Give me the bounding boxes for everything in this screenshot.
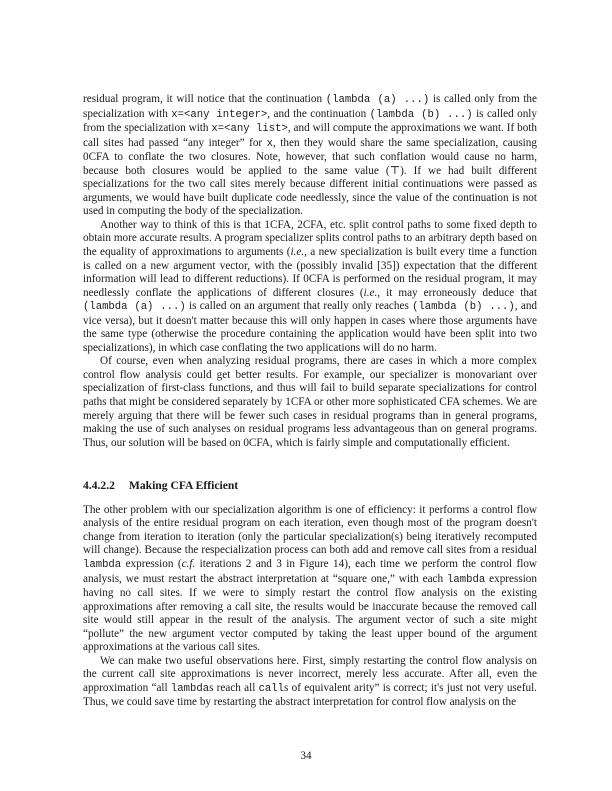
section-heading — [83, 479, 537, 493]
text-run: s of equivalent arity” is correct; it's just not very useful. Thus, we could save time by restarting the abstract interpretation for control flow analysis on the — [83, 681, 537, 709]
text-run: Of course, even when analyzing residual programs, there are cases in which a more complex control flow analysis could get better results. For example, our specializer is monovariant over specialization of first-class functions, and thus will fail to build separate specializations for control paths that might be considered separately by 1CFA or other more sophisticated CFA schemes. We are merely arguing that there will be fewer such cases in residual programs than in general programs, making the use of such analyses on residual programs less advantageous than on general programs. Thus, our solution will be based on 0CFA, which is fairly simple and computationally efficient. — [83, 355, 537, 449]
code-text: lambda — [83, 558, 122, 571]
code-text: x=<any list> — [211, 123, 288, 136]
text-run: We can make two useful observations here. First, simply restarting the control flow analysis on the current call site approximations is never incorrect, merely less accurate. After all, even the approximation “all — [83, 654, 537, 694]
text-run: The other problem with our specialization algorithm is one of efficiency: it performs a control flow analysis of the entire residual program on each iteration, even though most of the program doesn't change from iteration to iteration (only the particular specialization(s) being iteratively recomputed will change). Because the respecialization process can both add and remove call sites from a residual — [83, 503, 537, 557]
italic-text: i.e. — [363, 286, 378, 299]
paragraph — [83, 219, 537, 355]
code-text: call — [258, 682, 285, 695]
code-text: (lambda (a) ...) — [325, 94, 430, 106]
text-run: is called only from the specialization with — [83, 93, 537, 120]
text-run: expression having no call sites. If we were to simply restart the control flow analysis on the existing approximations after removing a call site, the results would be inaccurate because the removed call site would still appear in the result of the analysis. The argument vector of such a site might “pollute” the new argument vector computed by taking the least upper bound of the argument approximations at the various call sites. — [83, 572, 537, 654]
body-text-before-heading — [83, 93, 537, 450]
code-text: lambda — [170, 682, 210, 695]
text-run: , and vice versa), but it doesn't matter because this will only happen in cases where those arguments have the same type (otherwise the procedure containing the application would have been split into two specializations), in which case conflating the two applications will do no harm. — [83, 300, 538, 354]
text-run: , and the continuation — [267, 107, 370, 120]
code-text: x — [266, 137, 274, 150]
text-run: is called only from the specialization with — [83, 107, 538, 135]
code-text: lambda — [447, 573, 486, 586]
italic-text: i.e. — [290, 246, 305, 259]
body-text-after-heading — [83, 504, 537, 710]
text-run: expression ( — [121, 557, 182, 570]
paragraph — [83, 355, 537, 450]
code-text: x=<any integer> — [171, 108, 268, 121]
paragraph — [83, 504, 537, 655]
paragraph — [83, 655, 537, 710]
document-page — [83, 93, 537, 710]
section-number: 4.4.2.2 — [83, 479, 115, 493]
code-text: (lambda (b) ...) — [412, 301, 515, 314]
text-run: Another way to think of this is that 1CFA, 2CFA, etc. split control paths to some fixed depth to obtain more accurate results. A program specializer splits control paths to an arbitrary depth based on the equality of approximations to arguments ( — [83, 218, 537, 259]
italic-text: c.f. — [181, 557, 196, 570]
text-run: residual program, it will notice that the continuation — [83, 93, 326, 105]
text-run: is called on an argument that really only reaches — [185, 300, 413, 313]
text-run: , then they would share the same specialization, causing 0CFA to conflate the two closures. Note, however, that such conflation would cause no harm, because both closures would be applied to the same value (⊤). If we had built different specializations for the two call sites merely because different initial continuations were passed as arguments, we would have built duplicate code needlessly, since the value of the continuation is not used in computing the body of the specialization. — [83, 136, 537, 218]
text-run: , it may erroneously deduce that — [377, 286, 537, 299]
text-run: s reach all — [209, 681, 259, 694]
code-text: (lambda (a) ...) — [83, 301, 186, 314]
text-run: , and will compute the approximations we want. If both call sites had passed “any integer” for — [83, 122, 538, 149]
text-run: iterations 2 and 3 in Figure 14), each time we perform the control flow analysis, we must restart the abstract interpretation at “square one,” with each — [83, 557, 538, 585]
paragraph — [83, 93, 537, 219]
text-run: , a new specialization is built every time a function is called on a new argument vector, with the (possibly invalid [35]) expectation that the different information will lead to different reductions). If 0CFA is performed on the residual program, it may needlessly conflate the applications of different closures ( — [83, 246, 538, 299]
code-text: (lambda (b) ...) — [369, 108, 473, 121]
section-title: Making CFA Efficient — [128, 479, 239, 493]
page-number: 34 — [300, 750, 312, 762]
